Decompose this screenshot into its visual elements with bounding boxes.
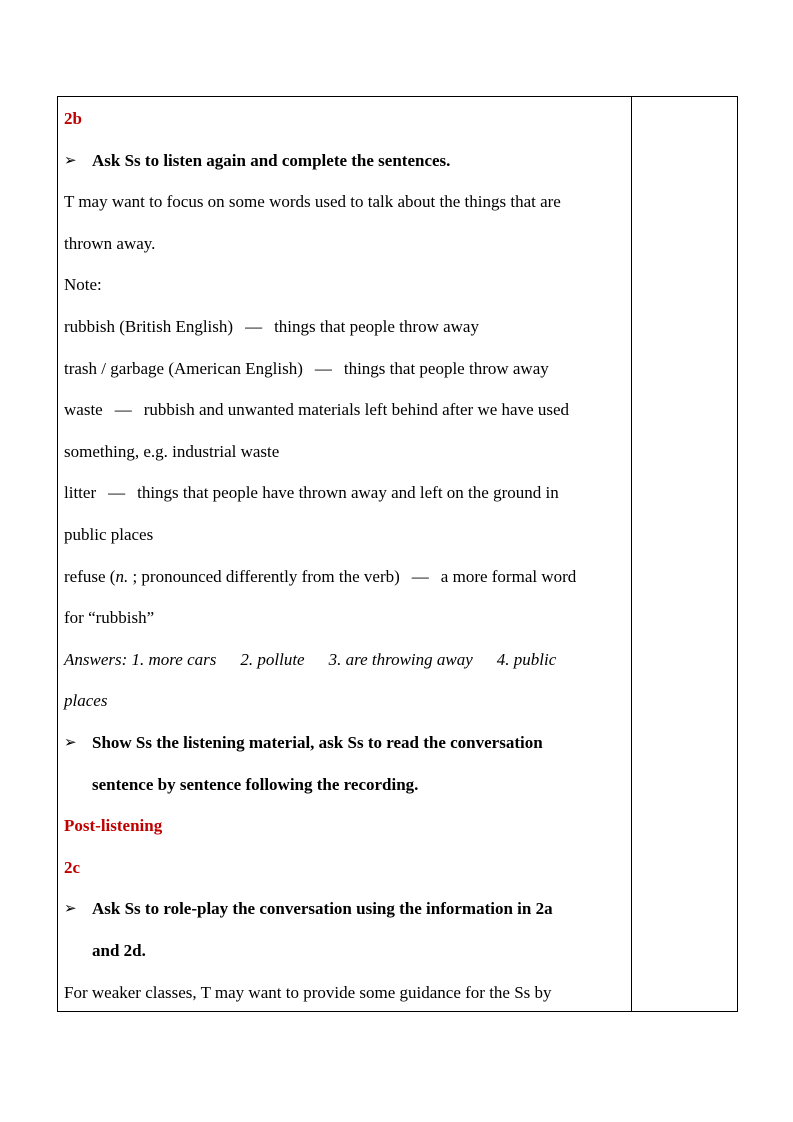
column-divider: [631, 97, 632, 1011]
instruction-show-material-line1: Show Ss the listening material, ask Ss to read the conversation: [92, 733, 543, 752]
part-of-speech: n.: [115, 567, 129, 586]
definition-refuse: a more formal word: [440, 567, 577, 586]
section-heading-2b: 2b: [64, 109, 82, 128]
instruction-show-material-line2: sentence by sentence following the recording.: [92, 775, 419, 794]
dash: —: [411, 567, 429, 586]
bullet-arrow-icon: ➢: [64, 153, 77, 169]
dash: —: [245, 317, 263, 336]
definition-waste: rubbish and unwanted materials left behind after we have used: [143, 400, 570, 419]
note-refuse: [64, 567, 576, 587]
answer-3: 3. are throwing away: [328, 650, 473, 669]
answer-4: 4. public: [496, 650, 557, 669]
note-rubbish: [64, 317, 479, 337]
dash: —: [314, 359, 332, 378]
refuse-pronunciation-note: ; pronounced differently from the verb): [132, 567, 400, 586]
definition-litter: things that people have thrown away and left on the ground in: [137, 483, 559, 502]
note-waste: [64, 400, 569, 420]
instruction-role-play-line1: Ask Ss to role-play the conversation using the information in 2a: [92, 899, 553, 918]
section-heading-2c: 2c: [64, 858, 81, 877]
bullet-arrow-icon: ➢: [64, 735, 77, 751]
paragraph-focus-line2: thrown away.: [64, 234, 156, 253]
note-trash: [64, 359, 549, 379]
term-rubbish: rubbish (British English): [64, 317, 234, 336]
answers-label: Answers:: [64, 650, 128, 669]
definition-refuse-cont: for “rubbish”: [64, 608, 155, 627]
answers-line: [64, 650, 556, 670]
note-litter: [64, 483, 559, 503]
answers-line-cont: places: [64, 691, 108, 710]
term-waste: waste: [64, 400, 103, 419]
instruction-listen-again: Ask Ss to listen again and complete the sentences.: [92, 151, 451, 170]
answer-2: 2. pollute: [240, 650, 305, 669]
instruction-role-play-line2: and 2d.: [92, 941, 146, 960]
dash: —: [108, 483, 126, 502]
section-heading-post-listening: Post-listening: [64, 816, 163, 835]
term-litter: litter: [64, 483, 97, 502]
note-label: Note:: [64, 275, 102, 294]
term-refuse: refuse (: [64, 567, 116, 586]
definition-waste-cont: something, e.g. industrial waste: [64, 442, 280, 461]
dash: —: [114, 400, 132, 419]
bullet-arrow-icon: ➢: [64, 901, 77, 917]
definition-trash: things that people throw away: [343, 359, 549, 378]
answer-1: 1. more cars: [131, 650, 217, 669]
term-trash: trash / garbage (American English): [64, 359, 303, 378]
definition-rubbish: things that people throw away: [274, 317, 479, 336]
paragraph-weaker-classes: For weaker classes, T may want to provide some guidance for the Ss by: [64, 983, 552, 1002]
lesson-table: [57, 96, 738, 1012]
paragraph-focus-line1: T may want to focus on some words used to talk about the things that are: [64, 192, 561, 211]
definition-litter-cont: public places: [64, 525, 154, 544]
